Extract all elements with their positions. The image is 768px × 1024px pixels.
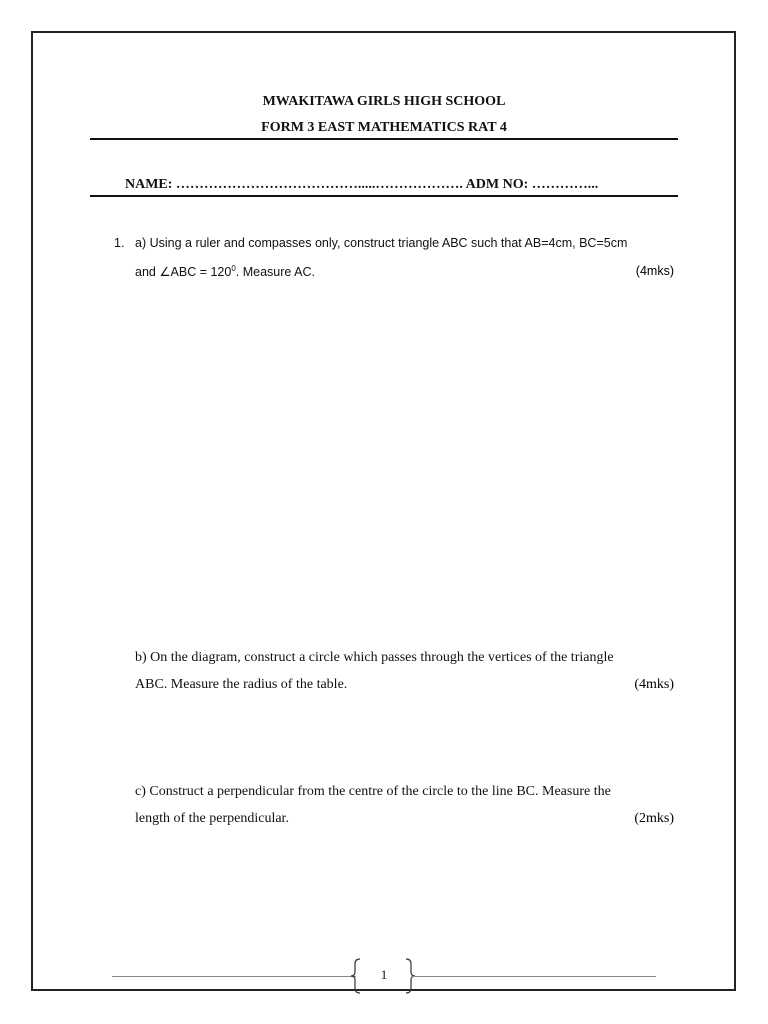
footer-left-brace-icon	[350, 958, 362, 994]
question-a-text-line1: a) Using a ruler and compasses only, construct triangle ABC such that AB=4cm, BC=5cm	[135, 236, 628, 250]
question-c-marks: (2mks)	[634, 811, 674, 826]
question-a-angle-text: and ∠ABC = 120	[135, 265, 232, 280]
question-b-text-line2: ABC. Measure the radius of the table.	[135, 677, 348, 692]
question-a-text-line2	[135, 264, 315, 279]
question-c-text-line1: c) Construct a perpendicular from the centre of the circle to the line BC. Measure the	[135, 784, 611, 799]
question-a-marks: (4mks)	[635, 264, 674, 278]
question-b-text-line1: b) On the diagram, construct a circle which passes through the vertices of the triangle	[135, 650, 614, 665]
page-number: 1	[380, 967, 388, 982]
degree-superscript: 0	[231, 264, 236, 273]
name-underline-rule	[90, 195, 678, 197]
school-name: MWAKITAWA GIRLS HIGH SCHOOL	[262, 94, 506, 109]
footer-rule-right	[412, 976, 656, 977]
footer-rule-left	[112, 976, 356, 977]
page-border	[31, 31, 736, 991]
question-a-measure-text: . Measure AC.	[235, 265, 315, 280]
question-c-text-line2: length of the perpendicular.	[135, 811, 289, 826]
exam-title: FORM 3 EAST MATHEMATICS RAT 4	[261, 120, 507, 135]
header-rule	[90, 138, 678, 140]
question-number: 1.	[114, 236, 125, 250]
name-adm-field: NAME: ………………………………….....………………. ADM NO: …………...	[125, 177, 599, 192]
question-b-marks: (4mks)	[634, 677, 674, 692]
